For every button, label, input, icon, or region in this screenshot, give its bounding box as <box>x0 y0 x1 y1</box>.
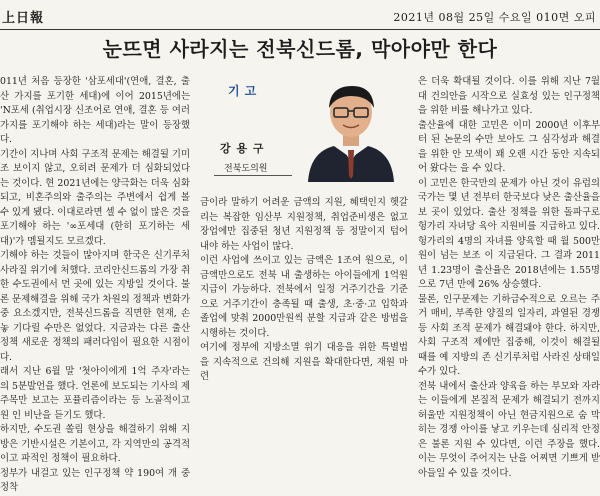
publication-date-line: 2021년 08월 25일 수요일 010면 오피 <box>393 11 596 24</box>
paragraph: 금이라 말하기 어려운 금액의 지원, 혜택인지 헷갈리는 복잡한 임산부 지원정책, 취업준비생은 없고 장업에만 집중된 청년 지원정책 등 정말이지 텁어내야 하는 사업이 많다. <box>200 197 408 252</box>
article-headline: 눈뜨면 사라지는 전북신드롬, 막아야만 한다 <box>102 37 498 61</box>
newspaper-logo: 上日報 <box>2 11 45 26</box>
article-column-3 <box>418 75 600 479</box>
article-column-1 <box>0 75 190 493</box>
paragraph: 물론, 인구문제는 기하급수적으로 오르는 주거 매비, 부족한 양질의 일자리, 과열된 경쟁 등 사회 조적 문제가 해결돼야 한다. 하지만, 사회 구조적 제에만 집중해, 이것이 해결될 때를 예 지방의 존 신기루처럼 사라진 상태일 수가 있다. <box>418 293 600 377</box>
paragraph: 래서 지난 6월 말 '첫아이에게 1억 주자'라는 의 5분발언을 했다. 언론에 보도되는 기사의 제 주목만 보고는 포퓰리즘이라는 등 노골적이고 원 인 비난을 듣기도 했다. <box>0 366 190 421</box>
paragraph: 정부가 내걸고 있는 인구정책 약 190여 개 중 정착 <box>0 467 190 493</box>
paragraph: 이런 사업에 쓰이고 있는 금액은 1조여 원으로, 이 금액만으로도 전북 내 출생하는 아이들에게 1억원 지급이 가능하다. 전북에서 일정 거주기간을 기준으로 거주기간이 충족될 때 출생, 초·중·고 입학과 졸업에 맞춰 2000만원씩 분할 지급과 같은 방법을 시행하는 것이다. <box>200 255 408 339</box>
paragraph: 출산율에 대한 고민은 이미 2000년 이후부터 된 논문의 수만 보아도 그 심각성과 해결을 위한 안 모색이 꽤 오랜 시간 동안 지속되어 왔다는 을 수 있다. <box>418 119 600 174</box>
masthead-divider <box>0 29 600 30</box>
paragraph: 하지만, 수도권 쏠림 현상을 해결하기 위해 지방은 기반시설은 기본이고, 각 지역만의 공격적이고 파적인 정책이 필요하다. <box>0 424 190 464</box>
paragraph: 전북 내에서 출산과 양육을 하는 부모와 자라는 이들에게 본질적 문제가 해결되기 전까지 허울만 지원정책이 아닌 현금지원으로 숨 막히는 경쟁 아이를 낳고 키우는데 심리적 안정은 불론 지원 수 있다면, 이런 주장을 했다. 이는 무엇이 주어지는 난을 어찌면 기쁘게 받아들일 수 있을 것이다. <box>418 380 600 479</box>
paragraph: 기간이 지나며 사회 구조적 문제는 해결될 기미조 보이지 않고, 오히려 문제가 더 심화되었다는 것이다. 현 2021년에는 양극화는 더욱 심화되고, 비혼주의와 출주의는 주변에서 쉽게 볼 수 있게 됐다. 이대로라면 셀 수 없이 많은 것을 포기해야 하는 '∞포세대 (한히 포기하는 세대)'가 멤될지도 모르겠다. <box>0 148 190 247</box>
article-column-2 <box>200 196 408 450</box>
writer-portrait <box>296 78 406 182</box>
paragraph: 은 더욱 확대될 것이다. 이를 위해 지난 7월 대 건의안을 시작으로 실효성 있는 인구정책을 위한 비를 해나가고 있다. <box>418 76 600 116</box>
paragraph: 여기에 정부에 지방소멸 위기 대응을 위한 특별법을 지속적으로 건의해 지원을 확대한다면, 재원 마련 <box>200 342 408 382</box>
writer-title: 전북도의원 <box>224 164 268 174</box>
paragraph: 011년 처음 등장한 '삼포세대'(연애, 결혼, 출산 가지를 포기한 세대)에 이어 2015년에는 'N포세 (취업시장 신조어로 연애, 결혼 등 여러 가지를 포기해야 하는 세대)라는 말이 등장했다. <box>0 76 190 145</box>
paragraph: 이 고민은 한국만의 문제가 아닌 것이 유럽의 국가는 몇 년 전부터 한국보다 낮은 출산율을 보 곳이 있었다. 출산 정책을 위한 돌파구로 헝가리 자녀당 육아 지원비를 지급하고 있다. 헝가리의 4명의 자녀를 양육할 때 월 500만원이 넘는 보조 이 지급된다. 그 결과 2011년 1.23명이 출산율은 2018년에는 1.55명으로 7년 만에 26% 상승했다. <box>418 177 600 290</box>
writer-name: 강 용 구 <box>220 142 265 155</box>
section-label: 기고 <box>228 84 262 98</box>
writer-divider <box>214 175 292 176</box>
paragraph: 기해야 하는 것들이 많아지며 한국은 신기루처 사라질 위기에 처했다. 코리안신드롬의 가장 취한 수도권에서 먼 곳에 있는 지방일 것이다. 불론 문제해결을 위해 국가 차원의 정책과 변화가 중 요소겠지만, 전북신드롬을 직면한 현재, 손 놓 기다릴 수만은 없었다. 지금과는 다른 출산 정책 새로운 정책의 패러다임이 필요한 시점이다. <box>0 250 190 363</box>
writer-portrait-illustration <box>296 78 406 182</box>
newspaper-masthead <box>0 0 600 30</box>
